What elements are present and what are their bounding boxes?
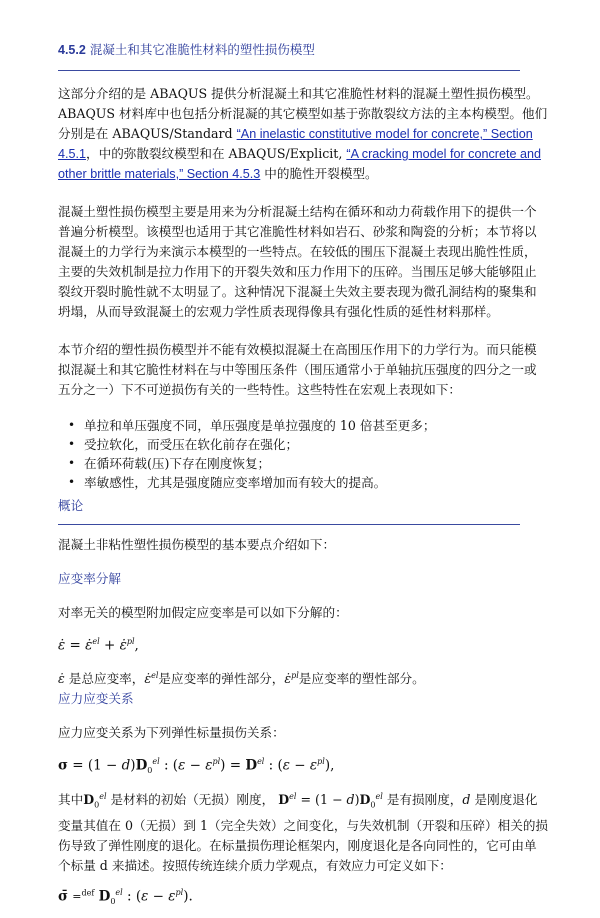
strain-desc-c: 是应变率的塑性部分。 (298, 670, 425, 686)
intro-paragraph (58, 104, 548, 184)
strain-text: 对率无关的模型附加假定应变率是可以如下分解的： (58, 605, 348, 620)
link-inelastic-model[interactable]: “An inelastic constitutive model for concrete,” Section 4.5.1 (58, 127, 533, 161)
stress-heading: 应力应变关系 (58, 690, 134, 706)
stress-strain-formula: $\sigma = (1 - d)D_0^{el}$ : $(\varepsilon - \varepsilon^{pl}) = D^{el}$ : $(\varepsilon - \varepsilon^{pl})$, (58, 756, 335, 775)
strain-desc-a: 是总应变率， (68, 670, 145, 686)
intro-line-1: 这部分介绍的是 ABAQUS 提供分析混凝土和其它准脆性材料的混凝土塑性损伤模型。 (58, 86, 539, 101)
paragraph-model-limits: 本节介绍的塑性损伤模型并不能有效模拟混凝土在高围压作用下的力学行为。而只能模拟混凝土和其它脆性材料在与中等围压条件（围压通常小于单轴抗压强度的四分之一或五分之一）下不可逆损伤有关的一些特性。这些特性在宏观上表现如下： (58, 342, 537, 397)
overview-heading: 概论 (58, 498, 84, 513)
overview-divider (58, 524, 520, 525)
strain-description: ε̇ 是总应变率，ε̇$^{el}$是应变率的弹性部分，ε̇$^{pl}$是应变率的塑性部分。 (58, 670, 425, 686)
overview-text: 混凝土非粘性塑性损伤模型的基本要点介绍如下： (58, 537, 336, 552)
stress-desc-c: 是有损刚度， (386, 792, 463, 808)
list-item: • 单拉和单压强度不同，单压强度是单拉强度的 10 倍甚至更多； (84, 416, 548, 435)
stress-description: 其中$D_0^{el}$ 是材料的初始（无损）刚度， $D^{el} = (1 - d)D_0^{el}$ 是有损刚度，d 是刚度退化变量其值在 0（无损）到 1（完全失效）之间变化，与失效机制（开裂和压碎）相关的损伤导致了弹性刚度的退化。在标量损伤理论框架内，刚度退化是各向同性的，它可由单个标量 d 来描述。按照传统连续介质力学观点，有效应力可定义如下： (58, 791, 549, 873)
list-item: • 在循环荷载(压)下存在刚度恢复； (84, 454, 548, 473)
stress-text: 应力应变关系为下列弹性标量损伤关系： (58, 724, 285, 740)
intro-text-a: ABAQUS 材料库中也包括分析混凝的其它模型如基于弥散裂纹方法的主本构模型。他们分别是在 ABAQUS/Standard (58, 106, 548, 141)
effective-stress-formula: σ̄ =$^{def}$ $D_0^{el}$ : $(\varepsilon - \varepsilon^{pl})$. (58, 887, 193, 906)
features-list (58, 416, 548, 492)
strain-desc-b: 是应变率的弹性部分， (158, 670, 285, 686)
paragraph-model-purpose: 混凝土塑性损伤模型主要是用来为分析混凝土结构在循环和动力荷载作用下的提供一个普遍分析模型。该模型也适用于其它准脆性材料如岩石、砂浆和陶瓷的分析；本节将以混凝土的力学行为来演示本模型的一些特点。在较低的围压下混凝土表现出脆性性质，主要的失效机制是拉力作用下的开裂失效和压力作用下的压碎。当围压足够大能够阻止裂纹开裂时脆性就不太明显了。这种情况下混凝土失效主要表现为微孔洞结构的聚集和坍塌，从而导致混凝土的宏观力学性质表现得像具有强化性质的延性材料那样。 (58, 204, 537, 319)
section-title-text: 混凝土和其它准脆性材料的塑性损伤模型 (89, 42, 315, 57)
strain-decomposition-formula: ε̇ = ε̇$^{el}$ + ε̇$^{pl}$, (58, 637, 139, 654)
section-number: 4.5.2 (58, 43, 86, 57)
strain-heading: 应变率分解 (58, 571, 121, 586)
intro-text-c: 中的脆性开裂模型。 (260, 166, 378, 181)
list-item: • 率敏感性，尤其是强度随应变率增加而有较大的提高。 (84, 473, 548, 492)
stress-desc-b: 是材料的初始（无损）刚度， (110, 792, 275, 808)
stress-desc-d: 是刚度退化变量其值在 0（无损）到 1（完全失效）之间变化，与失效机制（开裂和压碎）相关的损伤导致了弹性刚度的退化。在标量损伤理论框架内，刚度退化是各向同性的，它可由单个标量 d 来描述。按照传统连续介质力学观点，有效应力可定义如下： (58, 792, 549, 873)
list-item: • 受拉软化，而受压在软化前存在强化； (84, 435, 548, 454)
document-page (58, 40, 548, 918)
intro-text-b: ，中的弥散裂纹模型和在 ABAQUS/Explicit, (86, 146, 347, 161)
stress-desc-a: 其中 (58, 792, 84, 808)
link-cracking-model[interactable]: “A cracking model for concrete and other brittle materials,” Section 4.5.3 (58, 147, 541, 181)
title-divider (58, 70, 520, 71)
section-title (58, 40, 548, 60)
